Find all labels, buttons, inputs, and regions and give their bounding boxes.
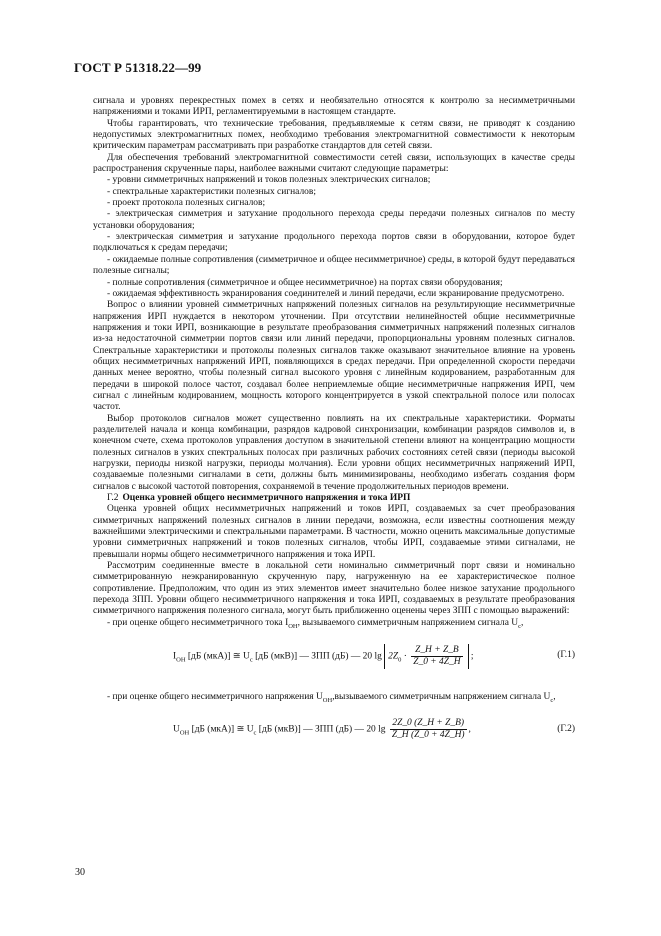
list-item: - электрическая симметрия и затухание продольного перехода портов связи в оборудовании, которое будет подключаться к средам передачи; [93,232,575,254]
fraction-denominator: Z_Н (Z_0 + 4Z_Н) [391,730,465,741]
formula-g1 [93,640,575,682]
absolute-value [384,644,468,669]
text-run: , вызываемого симметричным напряжением сигнала U [297,617,519,628]
formula-text: , [468,724,471,735]
list-item: - ожидаемая эффективность экранирования соединителей и линий передачи, если экранирование предусмотрено. [107,288,565,299]
text-run: , [521,617,524,628]
section-title: Оценка уровней общего несимметричного напряжения и тока ИРП [122,493,411,504]
equation-number: (Г.2) [557,724,575,735]
list-item: - уровни симметричных напряжений и токов полезных электрических сигналов; [107,175,431,186]
text-run: ,вызываемого симметричным напряжением сигнала U [332,692,551,703]
formula-text: · [401,651,410,662]
fraction-denominator: Z_0 + 4Z_Н [413,657,461,668]
paragraph: Выбор протоколов сигналов может существенно повлиять на их спектральные характеристики. Форматы разделителей начала и конца комбинации, разрядов кадровой синхронизации, комбинации разрядов символов и, в конечном счете, схема протоколов управления доступом в значительной степени влияют на концентрацию мощности полезных сигналов в узких спектральных полосах при различных рабочих состояниях сетей связи (периоды высокой нагрузки, периоды низкой нагрузки, периоды молчания). Если уровни общих несимметричных напряжений ИРП, создаваемые полезными сигналами в сети, должны быть минимизированы, необходимо избегать создания форм сигналов с высокой частотой повторения, сохраняемой в течение продолжительных периодов времени. [93,413,575,492]
fraction [411,645,462,668]
formula-text: 2Z [388,651,399,662]
paragraph: Вопрос о влиянии уровней симметричных напряжений полезных сигналов на результирующие несимметричные напряжения ИРП нуждается в некотором уточнении. При отсутствии нелинейностей общие несимметричные напряжения и токи ИРП, возникающие в результате преобразования симметричных напряжений полезных сигналов из-за недостаточной симметрии портов связи или линий передачи, пропорциональны уровням полезных сигналов. Спектральные характеристики и протоколы полезных сигналов также оказывают значительное влияние на уровень общих несимметричных напряжений ИРП, появляющихся в средах передачи. При определенной скорости передачи данных менее вероятно, чтобы полезный сигнал высокого уровня с линейным кодированием, разработанным для передачи в широкой полосе частот, создавал более неприемлемые общие несимметричные напряжения ИРП, чем сигнал с линейным кодированием, мощность которого концентрируется в узкой спектральной полосе или полосах частот. [93,300,575,413]
text-run: , [553,692,556,703]
formula-text: [дБ (мкА)] ≅ U [189,724,254,735]
fraction-numerator: 2Z_0 (Z_Н + Z_В) [390,718,467,730]
section-number: Г.2 [107,493,119,504]
formula-text: [дБ (мкА)] ≅ U [185,651,250,662]
subscript: ОН [288,622,298,630]
paragraph: Чтобы гарантировать, что технические требования, предъявляемые к сетям связи, не приводят к созданию недопустимых электромагнитных помех, необходимо требования электромагнитной совместимости к некоторым критическим параметрам рассматривать при разработке стандартов для сетей связи. [93,118,575,152]
formula-text: [дБ (мкВ)] — ЗПП (дБ) — 20 lg [256,724,386,735]
section-heading [93,493,575,504]
text-run: - при оценке общего несимметричного напряжения U [107,692,323,703]
fraction-numerator: Z_Н + Z_В [411,645,462,657]
page-header: ГОСТ Р 51318.22—99 [74,60,202,75]
paragraph: Для обеспечения требований электромагнитной совместимости сетей связи, использующих в качестве среды распространения скрученные пары, наиболее важными считают следующие параметры: [93,152,575,175]
subscript: c [253,729,257,737]
subscript: c [249,656,253,664]
formula-text: U [173,724,180,735]
subscript: c [550,696,554,704]
formula-text: ; [468,651,474,662]
list-item: - полные сопротивления (симметричное и общее несимметричное) на портах связи оборудования; [107,277,503,288]
page-number: 30 [75,867,85,878]
formula-expression [173,644,474,669]
paragraph: Рассмотрим соединенные вместе в локальной сети номинально симметричный порт связи и номинально симметрированную неэкранированную скрученную пару, нагруженную на ее характеристическое полное сопротивление. Предположим, что один из этих элементов имеет значительно более низкое затухание продольного перехода ЗПП. Уровни общего несимметричного напряжения и тока ИРП, создаваемых в результате преобразования симметричного напряжения полезного сигнала, могут быть приближенно оценены через ЗПП с помощью выражений: [93,561,575,617]
list-item: - электрическая симметрия и затухание продольного перехода среды передачи полезных сигналов по месту установки оборудования; [93,209,575,231]
subscript: 0 [398,656,402,664]
list-item [93,692,575,706]
formula-expression [173,718,471,741]
subscript: ОН [176,656,186,664]
text-run: - при оценке общего несимметричного тока I [107,617,289,628]
subscript: ОН [322,696,333,704]
formula-g2 [93,714,575,756]
list-item: - спектральные характеристики полезных сигналов; [107,186,316,197]
subscript: c [518,622,521,630]
list-item: - ожидаемые полные сопротивления (симметричное и общее несимметричное) среды, в которой будут передаваться полезные сигналы; [93,254,575,277]
list-item: - проект протокола полезных сигналов; [107,198,266,209]
paragraph: Оценка уровней общих несимметричных напряжений и токов ИРП, создаваемых за счет преобразования симметричных напряжений полезных сигналов в линии передачи, возможна, если известны соотношения между важнейшими электрическими и спектральными параметрами. В частности, можно оценить максимальные допустимые уровни симметричных напряжений и токов полезных сигналов, чтобы ИРП, создаваемые этими сигналами, не превышали нормы общего несимметричного напряжения и тока ИРП. [93,504,575,560]
list-item [93,618,575,632]
formula-text: I [173,651,177,662]
equation-number: (Г.1) [557,650,575,661]
paragraph: сигнала и уровнях перекрестных помех в сетях и необязательно относятся к контролю за несимметричными напряжениями и токами ИРП, регламентируемыми в настоящем стандарте. [93,96,575,118]
subscript: ОН [179,729,190,737]
page-content [93,96,575,756]
fraction [390,718,467,741]
formula-text: [дБ (мкВ)] — ЗПП (дБ) — 20 lg [252,651,382,662]
